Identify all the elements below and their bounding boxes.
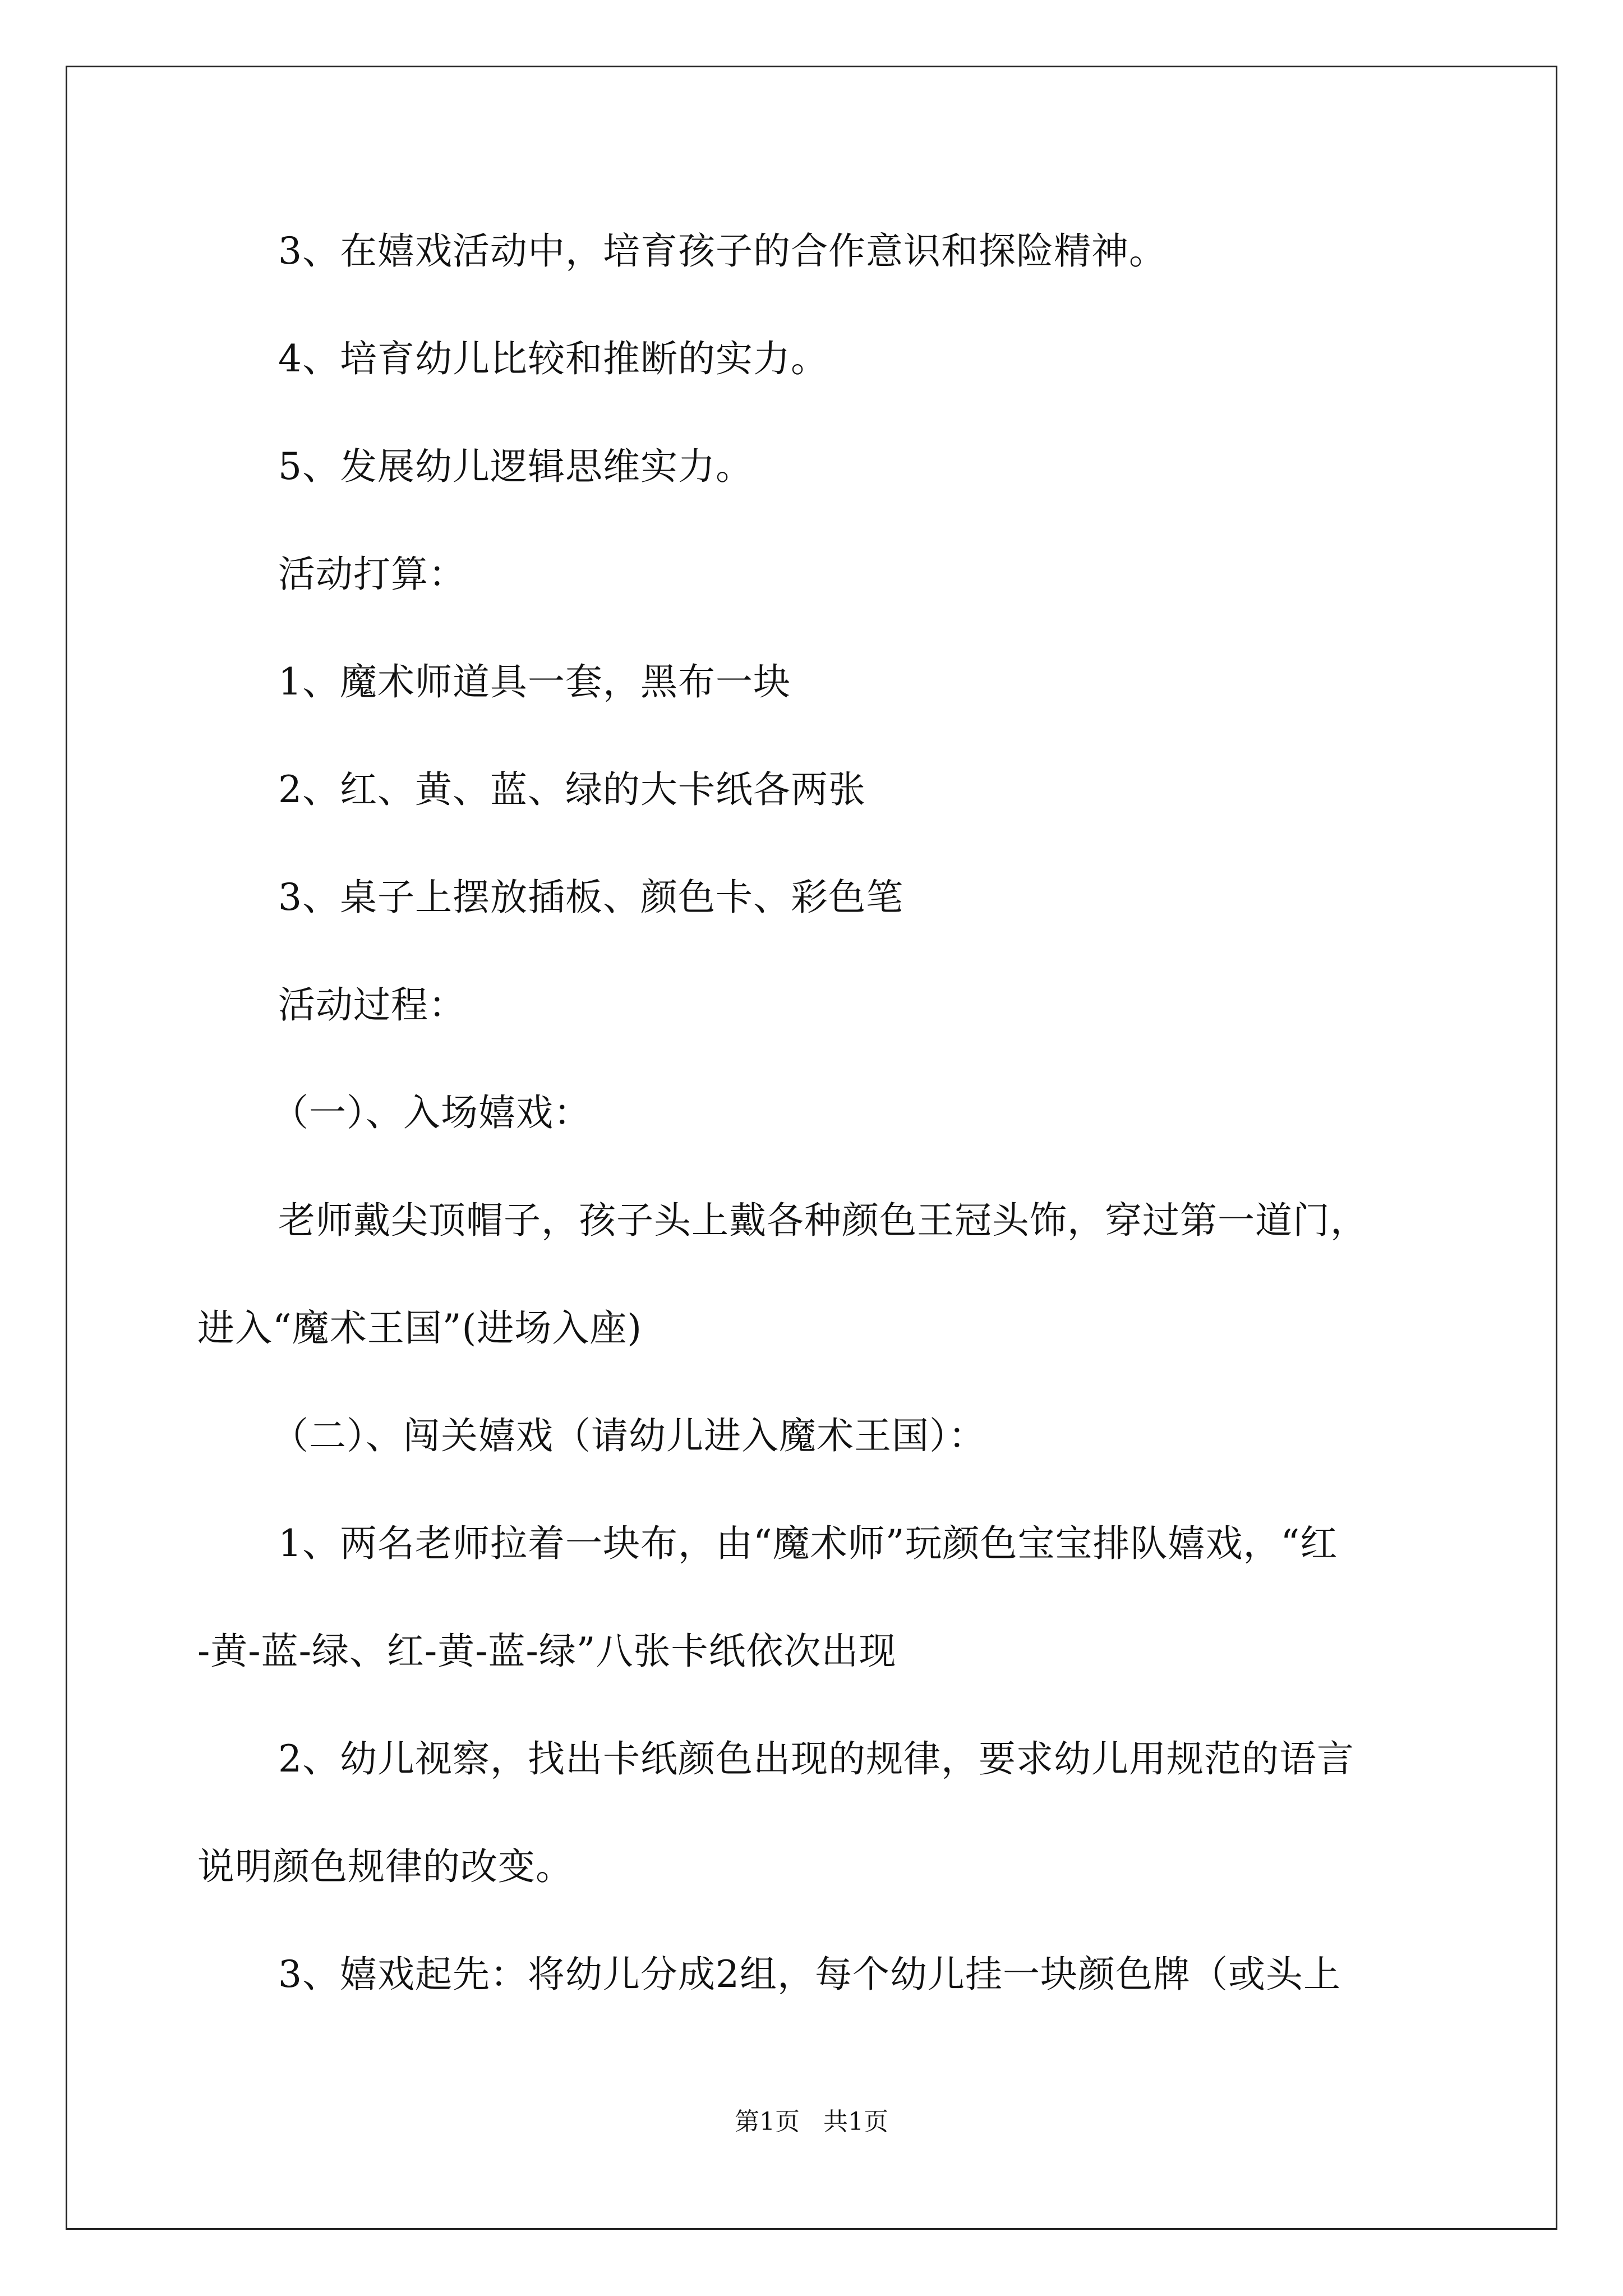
paragraph-line: 2、幼儿视察，找出卡纸颜色出现的规律，要求幼儿用规范的语言 [278, 1737, 1354, 1780]
section-heading: 活动打算： [278, 553, 466, 596]
paragraph-line: 3、在嬉戏活动中，培育孩子的合作意识和探险精神。 [278, 229, 1166, 273]
paragraph-line: 老师戴尖顶帽子，孩子头上戴各种颜色王冠头饰，穿过第一道门， [278, 1199, 1368, 1242]
page-footer: 第1页 共1页 [735, 2108, 888, 2136]
paragraph-line: 5、发展幼儿逻辑思维实力。 [278, 445, 753, 488]
subsection-heading: （一）、入场嬉戏： [271, 1091, 591, 1134]
section-heading: 活动过程： [278, 983, 466, 1027]
page-border [66, 66, 1557, 2230]
paragraph-line: 1、两名老师拉着一块布，由“魔术师”玩颜色宝宝排队嬉戏，“红 [278, 1522, 1338, 1565]
paragraph-line: 2、红、黄、蓝、绿的大卡纸各两张 [278, 768, 866, 811]
paragraph-line: 3、嬉戏起先：将幼儿分成2组，每个幼儿挂一块颜色牌（或头上 [278, 1953, 1341, 1996]
paragraph-line: 1、魔术师道具一套，黑布一块 [278, 660, 791, 703]
paragraph-line: 进入“魔术王国”(进场入座) [197, 1306, 642, 1350]
paragraph-line: 4、培育幼儿比较和推断的实力。 [278, 337, 828, 380]
paragraph-line: -黄-蓝-绿、红-黄-蓝-绿”八张卡纸依次出现 [197, 1630, 897, 1673]
subsection-heading: （二）、闯关嬉戏（请幼儿进入魔术王国）： [271, 1414, 986, 1457]
paragraph-line: 3、桌子上摆放插板、颜色卡、彩色笔 [278, 876, 903, 919]
paragraph-line: 说明颜色规律的改变。 [197, 1845, 573, 1888]
